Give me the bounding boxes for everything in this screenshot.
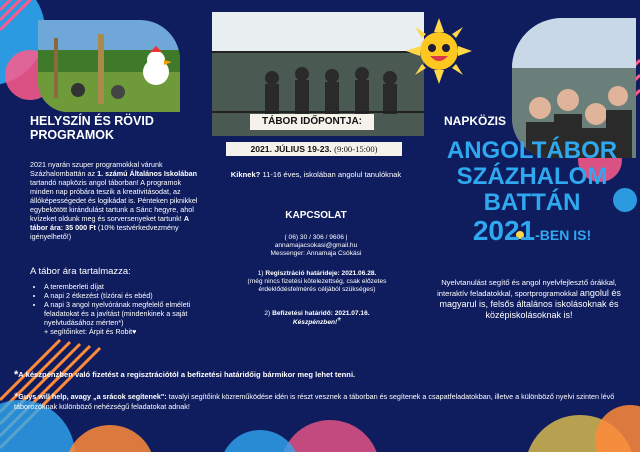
includes-item: + segítőinket: Árpit és Robit♥ [44, 327, 137, 336]
photo-playground-illustration [38, 20, 180, 112]
date-time: (9:00-15:00) [334, 144, 378, 154]
intro-part1: 2021 nyarán szuper programokkal várunk Százhalombattán az [30, 160, 163, 178]
reg2-star: * [337, 316, 342, 328]
who-line [228, 170, 404, 179]
price: A tábor ára: 35 000 Ft [30, 214, 189, 232]
photo-playground [38, 20, 180, 112]
note2-text: tavalyi segítőink közreműködése idén is részt vesznek a táborban és segítenek a csapatfeladatokban, illetve a különböző nyelvi szinten lévő táborozóknak különböző nehézségű feladatokat adnak! [14, 392, 615, 411]
left-title-line2: PROGRAMOK [30, 128, 115, 142]
price-note: (10% testvérkedvezmény igényelhető!) [30, 223, 179, 241]
headline-ben-is: -BEN IS! [535, 227, 592, 243]
who-text: 11-16 éves, iskolában angolul tanulóknak [262, 170, 402, 179]
note2-star: * [14, 391, 19, 403]
left-title [30, 114, 200, 142]
registration-1 [232, 270, 402, 295]
left-title-line1: HELYSZÍN ÉS RÖVID [30, 114, 154, 128]
reg1-number: 1) [257, 270, 264, 277]
contact-messenger: Messenger: Annamaja Csókási [270, 250, 362, 258]
desc-part1: Nyelvtanulást segítő és angol nyelvfejlesztő órákkal, interaktív feladatokkal, sportprogramokkal [437, 278, 617, 298]
orange-blob-bottom-right [595, 405, 640, 452]
left-intro [30, 160, 205, 241]
note2-bold: Guys will help, avagy „a srácok segítenek": [18, 392, 167, 401]
footer-note-1 [14, 370, 614, 380]
napkozis-label: NAPKÖZIS [444, 114, 507, 128]
date-title: TÁBOR IDŐPONTJA: [250, 114, 374, 130]
headline-year: 2021 [472, 215, 536, 246]
reg2-note: Készpénzben! [292, 319, 338, 327]
date-box [226, 142, 402, 156]
footer-note-2 [14, 392, 626, 412]
note1-text: A készpénzben való fizetést a regisztrációtól a befizetési határidőig bármikor meg lehet tenni. [18, 370, 356, 379]
desc-bold: angolul és magyarul is, felsős általános iskolásoknak és középiskolásoknak is! [439, 288, 621, 320]
contact-info [228, 234, 404, 259]
who-label: Kiknek? [230, 170, 261, 179]
headline [432, 138, 632, 248]
reg2-label: Befizetési határidő: 2021.07.16. [272, 310, 370, 317]
headline-szazhalom: SZÁZHALOM [456, 163, 608, 190]
blue-blob-bottom-mid [220, 430, 300, 452]
sun-mascot-icon [406, 18, 472, 84]
includes-title: A tábor ára tartalmazza: [30, 266, 131, 277]
reg2-number: 2) [264, 310, 271, 317]
headline-year-line [432, 215, 632, 248]
date-value: 2021. JÚLIUS 19-23. [250, 144, 332, 154]
intro-school: 1. számú Általános Iskolában [97, 169, 198, 178]
reg1-label: Regisztráció határideje: 2021.06.28. [265, 270, 377, 277]
contact-title: KAPCSOLAT [285, 210, 347, 221]
note1-star: * [14, 369, 19, 381]
reg1-note: (még nincs fizetési kötelezettség, csak előzetes érdeklődésfelmérés céljából szükséges) [247, 278, 387, 294]
headline-battan: BATTÁN [483, 189, 581, 216]
pink-blob-bottom-mid [280, 420, 380, 452]
headline-angoltabor: ANGOLTÁBOR [446, 137, 618, 164]
includes-item: • A teremberleti díjat [44, 282, 212, 291]
intro-part2: tartandó napközis angol táborban! A programok minden nap próbára teszik a kreativitásodat, az állóképességedet és logikádat is. Pénteken piknikkel egybekötött kirándulást tartunk a Sánc hegyre, ahol kvízeket oldunk meg és sorversenyeket tartunk! [30, 178, 198, 223]
includes-item: • A napi 3 angol nyelvórának megfelelő elméleti feladatokat és a javítást (mindenkinek a saját nyelvtudásához mérten*) [44, 300, 212, 327]
contact-email[interactable]: annamajacsokasi@gmail.hu [274, 242, 358, 250]
right-description [430, 278, 628, 321]
orange-blob-bottom [65, 425, 155, 452]
includes-list [34, 282, 212, 336]
includes-item: • A napi 2 étkezést (tízórai és ebéd) [44, 291, 212, 300]
registration-2 [232, 310, 402, 327]
contact-phone: ( 06) 30 / 306 / 9606 | [284, 234, 348, 241]
